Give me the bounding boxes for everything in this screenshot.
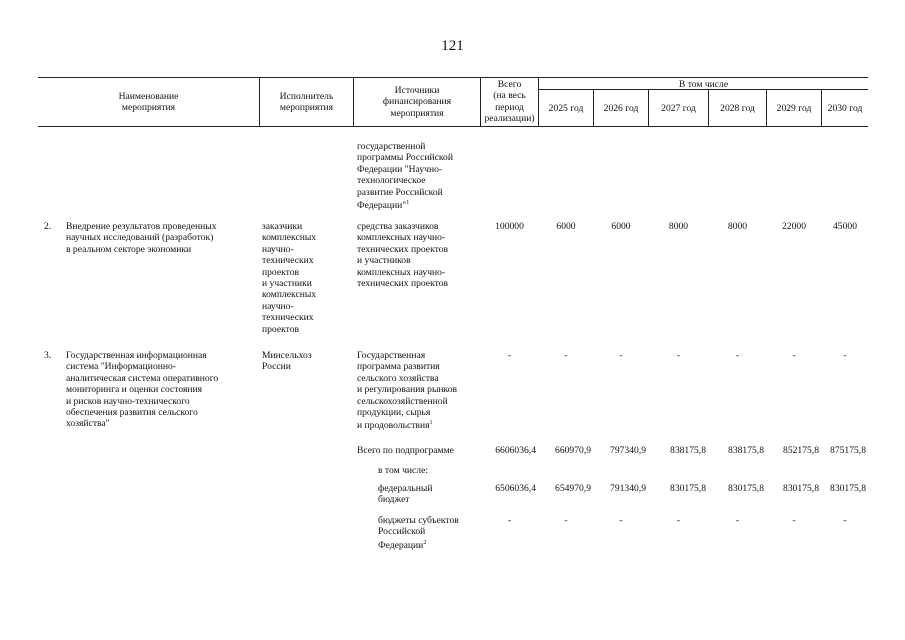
header-year-2025: 2025 год xyxy=(548,103,584,114)
header-total: Всего (на весь период реализации) xyxy=(484,79,535,125)
row-value: 45000 xyxy=(833,221,857,232)
summary-label: Всего по подпрограмме xyxy=(357,445,454,456)
footnote-ref: 1 xyxy=(429,420,433,427)
row-name: Государственная информационная система "Информационно- аналитическая система оперативного мониторинга и оценки состояния и рисков научно-технического обеспечения развития сельского хозяйства" xyxy=(66,350,219,430)
row-source-text: Государственная программа развития сельского хозяйства и регулирования рынков сельскохозяйственной продукции, сырья и продовольствия xyxy=(357,350,458,432)
row-value: 6000 xyxy=(556,221,576,232)
header-name: Наименование мероприятия xyxy=(118,91,179,114)
summary-value: 838175,8 xyxy=(670,445,706,456)
header-including: В том числе xyxy=(678,79,729,90)
row-source: средства заказчиков комплексных научно- технических проектов и участников комплексных научно- технических проектов xyxy=(357,221,448,290)
header-executor: Исполнитель мероприятия xyxy=(279,91,334,114)
header-bottom-rule xyxy=(38,126,868,127)
row-number: 3. xyxy=(44,350,52,361)
summary-value: 875175,8 xyxy=(830,445,866,456)
summary-value: 791340,9 xyxy=(610,483,646,494)
row-value: - xyxy=(735,350,740,361)
summary-label-text: бюджеты субъектов Российской Федерации xyxy=(378,515,459,551)
summary-value: 654970,9 xyxy=(555,483,591,494)
summary-value: - xyxy=(619,515,623,526)
header-year-2029: 2029 год xyxy=(776,103,812,114)
summary-value: 830175,8 xyxy=(728,483,764,494)
header-year-2027: 2027 год xyxy=(661,103,696,114)
summary-label xyxy=(378,515,482,551)
summary-total: 6506036,4 xyxy=(495,483,536,494)
summary-value: 797340,9 xyxy=(610,445,646,456)
summary-value: 852175,8 xyxy=(783,445,819,456)
summary-value: - xyxy=(735,515,740,526)
row-value: - xyxy=(564,350,568,361)
row-executor: Минсельхоз России xyxy=(262,350,312,373)
row-value: - xyxy=(619,350,623,361)
row-total: 100000 xyxy=(495,221,524,232)
continuation-source-text: государственной программы Российской Федерации "Научно- технологическое развитие Российской Федерации" xyxy=(357,141,453,212)
continuation-source xyxy=(357,141,482,212)
row-total: - xyxy=(507,350,512,361)
row-value: 8000 xyxy=(727,221,748,232)
summary-value: 838175,8 xyxy=(728,445,764,456)
footnote-ref: 2 xyxy=(423,539,427,546)
summary-label: федеральный бюджет xyxy=(378,483,433,506)
header-year-2028: 2028 год xyxy=(720,103,755,114)
summary-value: 830175,8 xyxy=(670,483,706,494)
summary-value: 660970,9 xyxy=(555,445,591,456)
summary-value: - xyxy=(843,515,847,526)
footnote-ref: 1 xyxy=(406,200,410,207)
header-year-2026: 2026 год xyxy=(603,103,639,114)
summary-total: - xyxy=(507,515,512,526)
row-name: Внедрение результатов проведенных научных исследований (разработок) в реальном секторе экономики xyxy=(66,221,217,255)
row-executor: заказчики комплексных научно- технических проектов и участники комплексных научно- технических проектов xyxy=(262,221,317,335)
summary-total: 6606036,4 xyxy=(495,445,536,456)
summary-value: 830175,8 xyxy=(830,483,866,494)
summary-label: в том числе: xyxy=(378,465,429,476)
header-sources: Источники финансирования мероприятия xyxy=(382,85,452,119)
table-top-rule xyxy=(38,77,868,78)
summary-value: 830175,8 xyxy=(783,483,819,494)
row-value: - xyxy=(676,350,681,361)
summary-value: - xyxy=(676,515,681,526)
summary-value: - xyxy=(792,515,796,526)
row-value: 6000 xyxy=(611,221,631,232)
row-value: 22000 xyxy=(782,221,806,232)
row-value: - xyxy=(792,350,796,361)
page-number: 121 xyxy=(441,38,464,54)
row-source xyxy=(357,350,482,432)
summary-value: - xyxy=(564,515,568,526)
row-value: 8000 xyxy=(668,221,689,232)
row-number: 2. xyxy=(44,221,52,232)
row-value: - xyxy=(843,350,847,361)
header-year-2030: 2030 год xyxy=(827,103,863,114)
